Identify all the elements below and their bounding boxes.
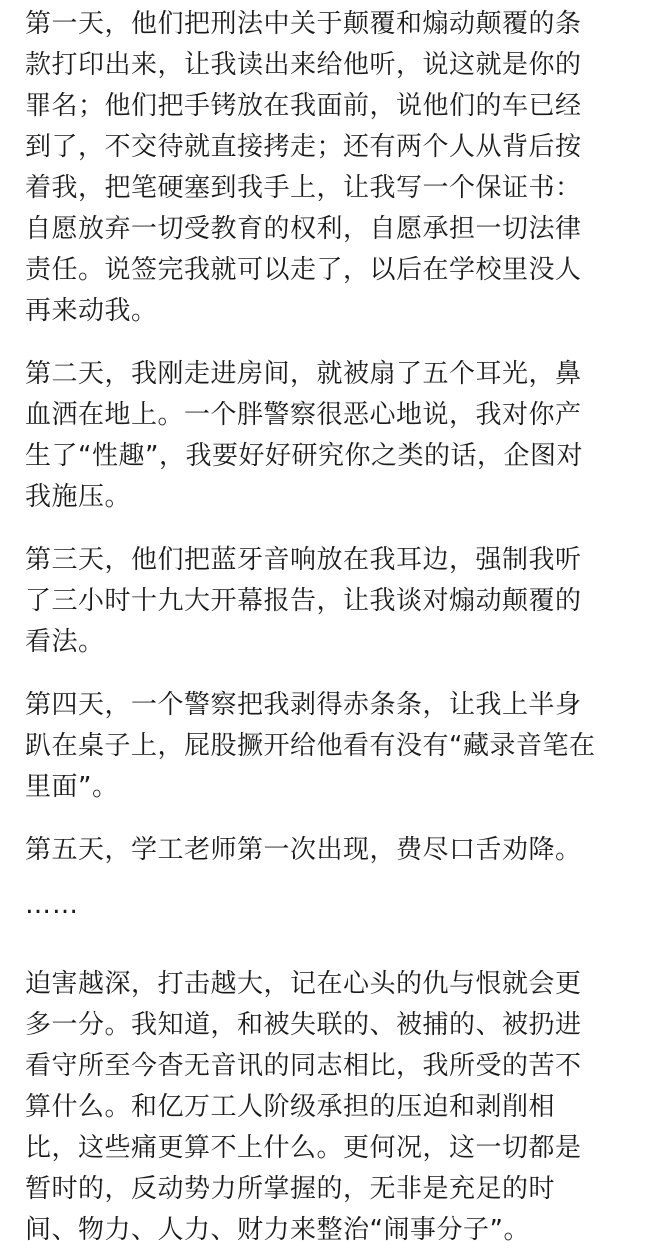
text-line: 第三天，他们把蓝牙音响放在我耳边，强制我听 <box>25 545 582 575</box>
text-line: 里面”。 <box>25 772 119 802</box>
text-line: 第五天，学工老师第一次出现，费尽口舌劝降。 <box>25 835 582 865</box>
text-line: 款打印出来，让我读出来给他听，说这就是你的 <box>25 50 582 80</box>
text-line: 到了，不交待就直接拷走；还有两个人从背后按 <box>25 132 582 162</box>
paragraph-day-four <box>25 685 647 808</box>
text-line: 间、物力、人力、财力来整治“闹事分子”。 <box>25 1215 530 1245</box>
text-line: 我施压。 <box>25 482 132 512</box>
paragraph-day-five <box>25 830 647 871</box>
text-line: 责任。说签完我就可以走了，以后在学校里没人 <box>25 255 582 285</box>
text-line: 看法。 <box>25 627 105 657</box>
text-line: 再来动我。 <box>25 296 158 326</box>
paragraph-day-two <box>25 354 647 518</box>
text-line: 暂时的，反动势力所掌握的，无非是充足的时 <box>25 1174 556 1204</box>
text-line: 第四天，一个警察把我剥得赤条条，让我上半身 <box>25 690 582 720</box>
text-line: 着我，把笔硬塞到我手上，让我写一个保证书： <box>25 173 582 203</box>
text-line: 第一天，他们把刑法中关于颠覆和煽动颠覆的条 <box>25 9 582 39</box>
paragraph-day-one <box>25 4 647 332</box>
text-line: 自愿放弃一切受教育的权利，自愿承担一切法律 <box>25 214 582 244</box>
text-line: 看守所至今杳无音讯的同志相比，我所受的苦不 <box>25 1051 582 1081</box>
text-line: 迫害越深，打击越大，记在心头的仇与恨就会更 <box>25 969 582 999</box>
paragraph-day-three <box>25 540 647 663</box>
text-line: 第二天，我刚走进房间，就被扇了五个耳光，鼻 <box>25 359 582 389</box>
paragraph-conclusion <box>25 964 647 1251</box>
text-line: 比，这些痛更算不上什么。更何况，这一切都是 <box>25 1133 582 1163</box>
text-line: 多一分。我知道，和被失联的、被捕的、被扔进 <box>25 1010 582 1040</box>
ellipsis-separator <box>25 885 647 926</box>
ellipsis-text: …… <box>25 890 79 920</box>
text-line: 了三小时十九大开幕报告，让我谈对煽动颠覆的 <box>25 586 582 616</box>
text-line: 生了“性趣”，我要好好研究你之类的话，企图对 <box>25 441 583 471</box>
text-line: 血洒在地上。一个胖警察很恶心地说，我对你产 <box>25 400 582 430</box>
text-line: 罪名；他们把手铐放在我面前，说他们的车已经 <box>25 91 582 121</box>
text-line: 趴在桌子上，屁股撅开给他看有没有“藏录音笔在 <box>25 731 596 761</box>
text-line: 算什么。和亿万工人阶级承担的压迫和剥削相 <box>25 1092 556 1122</box>
